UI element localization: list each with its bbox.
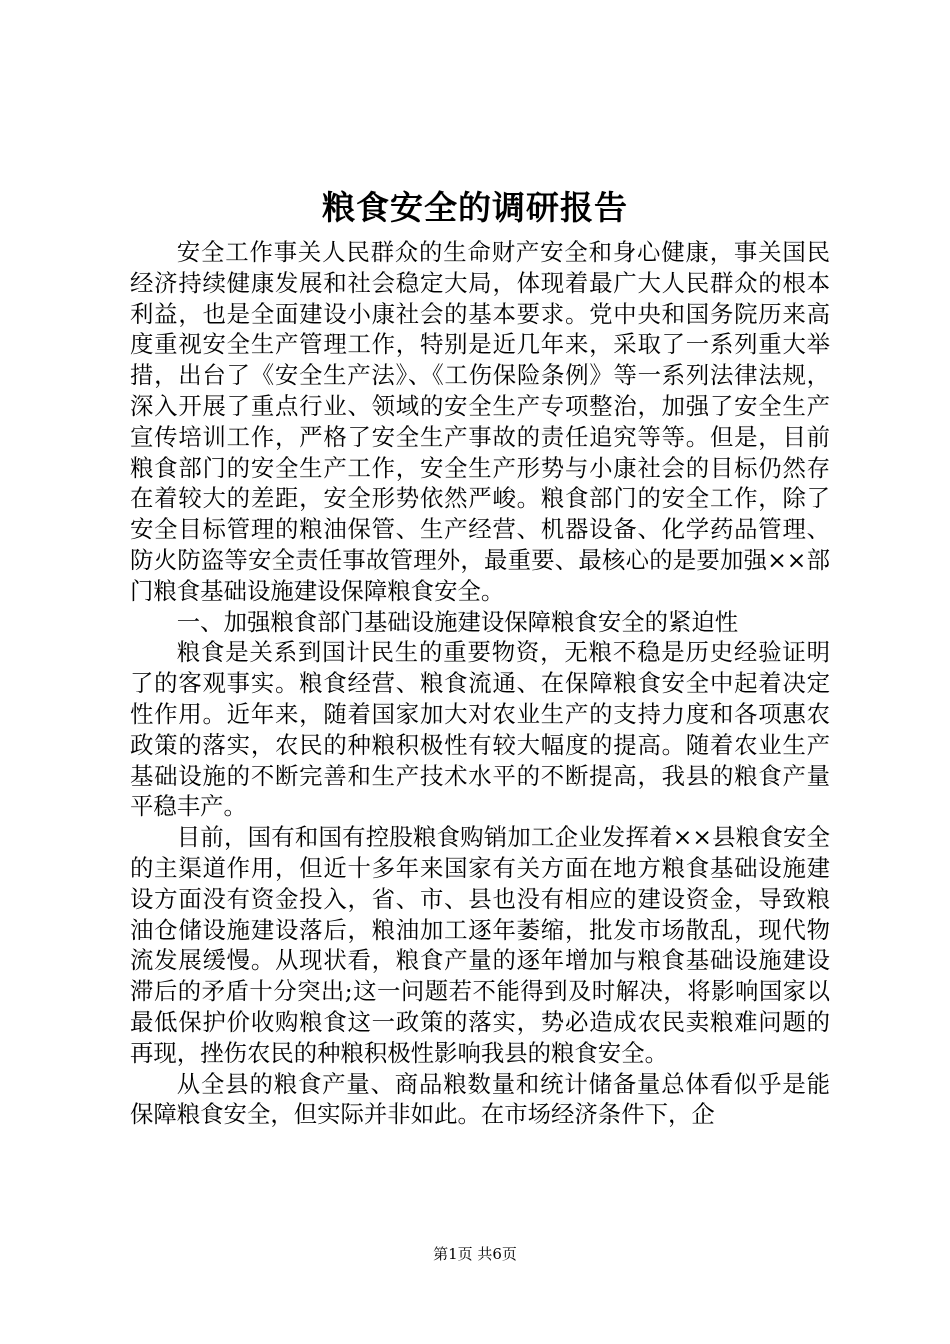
- document-body: [130, 237, 830, 1130]
- paragraph-county-overview: 从全县的粮食产量、商品粮数量和统计储备量总体看似乎是能保障粮食安全，但实际并非如此。在市场经济条件下，企: [130, 1069, 830, 1129]
- page-number-footer: 第1页 共6页: [433, 1245, 517, 1263]
- paragraph-intro: 安全工作事关人民群众的生命财产安全和身心健康，事关国民经济持续健康发展和社会稳定大局，体现着最广大人民群众的根本利益，也是全面建设小康社会的基本要求。党中央和国务院历来高度重视安全生产管理工作，特别是近几年来，采取了一系列重大举措，出台了《安全生产法》、《工伤保险条例》等一系列法律法规，深入开展了重点行业、领域的安全生产专项整治，加强了安全生产宣传培训工作，严格了安全生产事故的责任追究等等。但是，目前粮食部门的安全生产工作，安全生产形势与小康社会的目标仍然存在着较大的差距，安全形势依然严峻。粮食部门的安全工作，除了安全目标管理的粮油保管、生产经营、机器设备、化学药品管理、防火防盗等安全责任事故管理外，最重要、最核心的是要加强××部门粮食基础设施建设保障粮食安全。: [130, 238, 830, 605]
- document-title: 粮食安全的调研报告: [322, 188, 628, 227]
- section-heading-1: 一、加强粮食部门基础设施建设保障粮食安全的紧迫性: [176, 607, 739, 636]
- paragraph-grain-importance: 粮食是关系到国计民生的重要物资，无粮不稳是历史经验证明了的客观事实。粮食经营、粮食流通、在保障粮食安全中起着决定性作用。近年来，随着国家加大对农业生产的支持力度和各项惠农政策的落实，农民的种粮积极性有较大幅度的提高。随着农业生产基础设施的不断完善和生产技术水平的不断提高，我县的粮食产量平稳丰产。: [130, 638, 830, 821]
- paragraph-current-situation: 目前，国有和国有控股粮食购销加工企业发挥着××县粮食安全的主渠道作用，但近十多年来国家有关方面在地方粮食基础设施建设方面没有资金投入，省、市、县也没有相应的建设资金，导致粮油仓储设施建设落后，粮油加工逐年萎缩，批发市场散乱，现代物流发展缓慢。从现状看，粮食产量的逐年增加与粮食基础设施建设滞后的矛盾十分突出;这一问题若不能得到及时解决，将影响国家以最低保护价收购粮食这一政策的落实，势必造成农民卖粮难问题的再现，挫伤农民的种粮积极性影响我县的粮食安全。: [130, 823, 830, 1067]
